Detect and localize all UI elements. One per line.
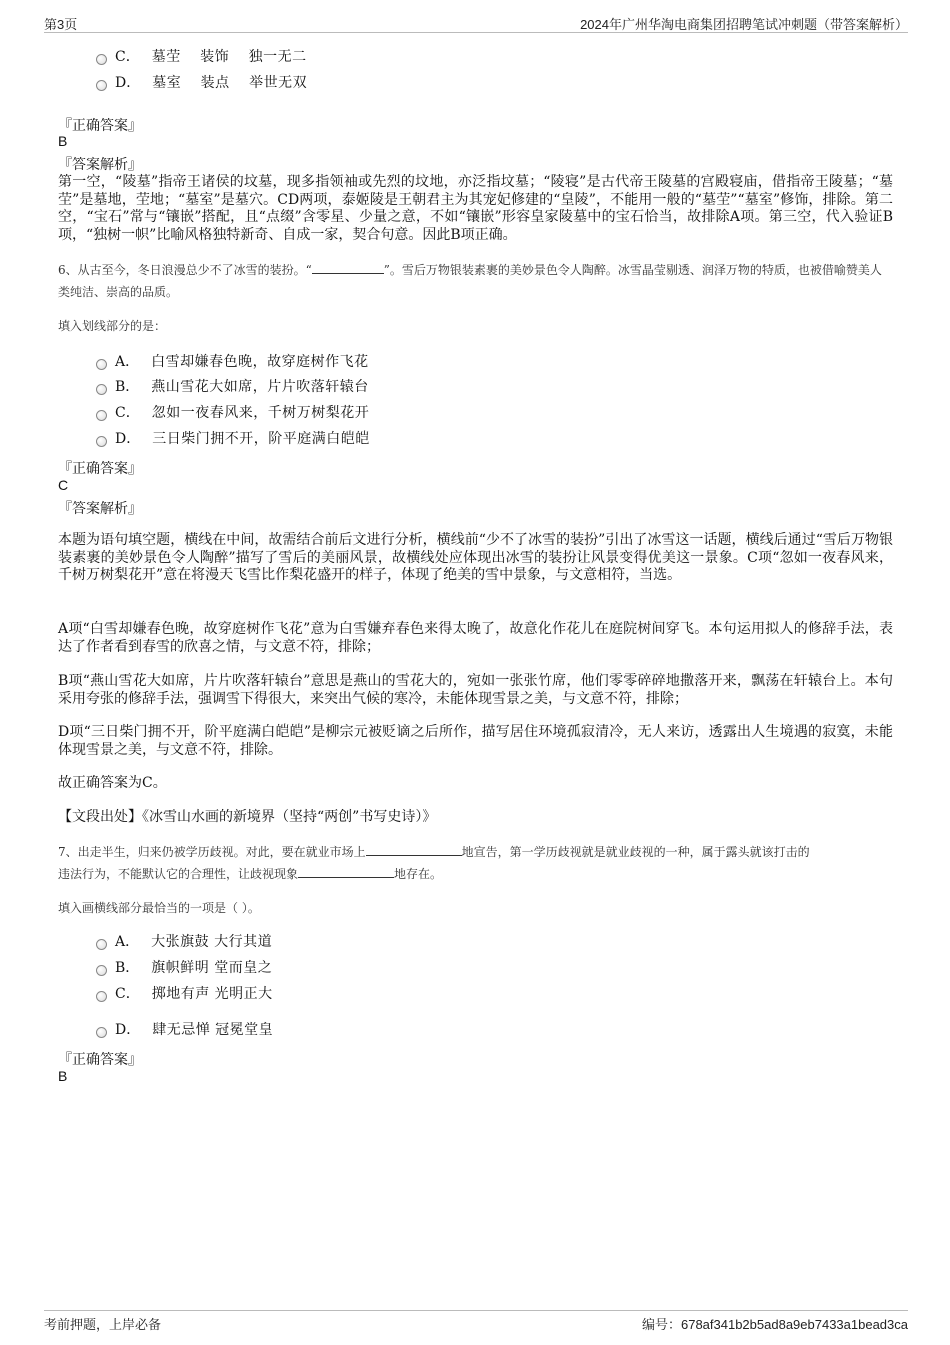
q7-option-b[interactable] <box>96 956 272 978</box>
option-letter: B． <box>115 960 140 976</box>
q5-analysis-label: 『答案解析』 <box>58 157 142 173</box>
q7-question <box>58 841 893 885</box>
q6-analysis-paragraph: A项“白雪却嫌春色晚，故穿庭树作飞花”意为白雪嫌弃春色来得太晚了，故意化作花儿在庭院树间穿飞。本句运用拟人的修辞手法，表达了作者看到春雪的欣喜之情，与文意不符，排除； <box>58 621 893 655</box>
radio-icon[interactable] <box>96 359 107 370</box>
document-id: 编号：678af341b2b5ad8a9eb7433a1bead3ca <box>641 1317 908 1332</box>
option-text: 燕山雪花大如席，片片吹落轩辕台 <box>151 379 369 395</box>
option-text: 掷地有声 光明正大 <box>151 986 273 1002</box>
option-letter: C． <box>115 49 140 65</box>
radio-icon[interactable] <box>96 54 107 65</box>
q7-option-a[interactable] <box>96 930 272 952</box>
radio-icon[interactable] <box>96 80 107 91</box>
q6-option-b[interactable] <box>96 375 369 397</box>
q7-question-line1-after: 地宣告，第一学历歧视就是就业歧视的一种，属于露头就该打击的 <box>461 845 810 859</box>
option-letter: A． <box>115 354 140 370</box>
q6-question-after: ”。雪后万物银装素裹的美妙景色令人陶醉。冰雪晶莹剔透、润泽万物的特质，也被借喻赞美人类纯洁、崇高的品质。 <box>58 263 882 299</box>
footer-divider <box>44 1310 908 1311</box>
option-letter: B． <box>115 379 140 395</box>
q7-answer: B <box>58 1068 68 1084</box>
q6-prompt: 填入划线部分的是： <box>58 319 167 333</box>
q6-analysis-paragraph: B项“燕山雪花大如席，片片吹落轩辕台”意思是燕山的雪花大的，宛如一张张竹席，他们零零碎碎地撒落开来，飘荡在轩辕台上。本句采用夸张的修辞手法，强调雪下得很大，来突出气候的寒冷，未能体现雪景之美，与文意不符，排除； <box>58 673 893 707</box>
footer-slogan: 考前押题，上岸必备 <box>44 1317 162 1332</box>
option-text: 三日柴门拥不开，阶平庭满白皑皑 <box>152 431 370 447</box>
q6-option-a[interactable] <box>96 350 369 372</box>
option-letter: D． <box>115 431 141 447</box>
q6-analysis-paragraph: D项“三日柴门拥不开，阶平庭满白皑皑”是柳宗元被贬谪之后所作，描写居住环境孤寂清冷，无人来访，透露出人生境遇的寂寞，未能体现雪景之美，与文意不符，排除。 <box>58 724 893 758</box>
q7-option-d[interactable] <box>96 1018 273 1040</box>
q6-question <box>58 259 893 303</box>
q6-analysis-paragraph: 本题为语句填空题，横线在中间，故需结合前后文进行分析，横线前“少不了冰雪的装扮”引出了冰雪这一话题，横线后通过“雪后万物银装素裹的美妙景色令人陶醉”描写了雪后的美丽风景，故横线处应体现出冰雪的装扮让风景变得优美这一景象。C项“忽如一夜春风来，千树万树梨花开”意在将漫天飞雪比作梨花盛开的样子，体现了绝美的雪中景象，与文意相符，当选。 <box>58 532 893 583</box>
q7-option-c[interactable] <box>96 982 273 1004</box>
radio-icon[interactable] <box>96 939 107 950</box>
option-text: 肆无忌惮 冠冕堂皇 <box>152 1022 274 1038</box>
q7-question-line1-before: 7、出走半生，归来仍被学历歧视。对此，要在就业市场上 <box>58 845 366 859</box>
option-letter: D． <box>115 75 141 91</box>
option-text: 忽如一夜春风来，千树万树梨花开 <box>151 405 370 421</box>
option-letter: C． <box>115 986 140 1002</box>
page-number: 第3页 <box>44 17 78 32</box>
q7-prompt: 填入画横线部分最恰当的一项是（ ）。 <box>58 901 260 915</box>
option-text: 旗帜鲜明 堂而皇之 <box>151 960 273 976</box>
q7-blank-1 <box>366 843 462 856</box>
q5-analysis: 第一空，“陵墓”指帝王诸侯的坟墓，现多指领袖或先烈的坟地，亦泛指坟墓；“陵寝”是古代帝王陵墓的宫殿寝庙，借指帝王陵墓；“墓茔”是墓地，茔地；“墓室”是墓穴。CD两项，泰姬陵是王朝君主为其宠妃修建的“皇陵”，不能用一般的“墓茔”“墓室”修饰，排除。第二空，“宝石”常与“镶嵌”搭配，且“点缀”含零星、少量之意，不如“镶嵌”形容皇家陵墓中的宝石恰当，故排除A项。第三空，代入验证B项，“独树一帜”比喻风格独特新奇、自成一家，契合句意。因此B项正确。 <box>58 174 893 243</box>
radio-icon[interactable] <box>96 965 107 976</box>
option-letter: D． <box>115 1022 141 1038</box>
document-title: 2024年广州华淘电商集团招聘笔试冲刺题（带答案解析） <box>580 17 908 32</box>
option-letter: C． <box>115 405 140 421</box>
q6-option-c[interactable] <box>96 401 369 423</box>
q5-option-c[interactable] <box>96 45 307 67</box>
radio-icon[interactable] <box>96 436 107 447</box>
radio-icon[interactable] <box>96 991 107 1002</box>
q6-analysis-conclusion: 故正确答案为C。 <box>58 775 167 791</box>
q6-source: 【文段出处】《冰雪山水画的新境界（坚持“两创”书写史诗）》 <box>58 809 437 825</box>
q6-question-before: 6、从古至今，冬日浪漫总少不了冰雪的装扮。“ <box>58 263 312 277</box>
q5-option-d[interactable] <box>96 71 307 93</box>
q6-answer: C <box>58 477 69 493</box>
option-letter: A． <box>115 934 140 950</box>
q5-answer-label: 『正确答案』 <box>58 118 142 134</box>
radio-icon[interactable] <box>96 410 107 421</box>
q7-answer-label: 『正确答案』 <box>58 1052 142 1068</box>
q6-analysis-label: 『答案解析』 <box>58 501 142 517</box>
radio-icon[interactable] <box>96 1027 107 1038</box>
q6-answer-label: 『正确答案』 <box>58 461 142 477</box>
q6-option-d[interactable] <box>96 427 370 449</box>
option-text: 大张旗鼓 大行其道 <box>151 934 273 950</box>
q6-blank <box>312 261 384 274</box>
q7-question-line2-after: 地存在。 <box>394 867 443 881</box>
q5-answer: B <box>58 133 68 149</box>
option-text: 墓茔 装饰 独一无二 <box>151 49 307 65</box>
q7-question-line2-before: 违法行为，不能默认它的合理性，让歧视现象 <box>58 867 299 881</box>
radio-icon[interactable] <box>96 384 107 395</box>
q7-blank-2 <box>298 865 394 878</box>
option-text: 墓室 装点 举世无双 <box>152 75 308 91</box>
option-text: 白雪却嫌春色晚，故穿庭树作飞花 <box>151 354 369 370</box>
header-divider <box>44 32 908 33</box>
